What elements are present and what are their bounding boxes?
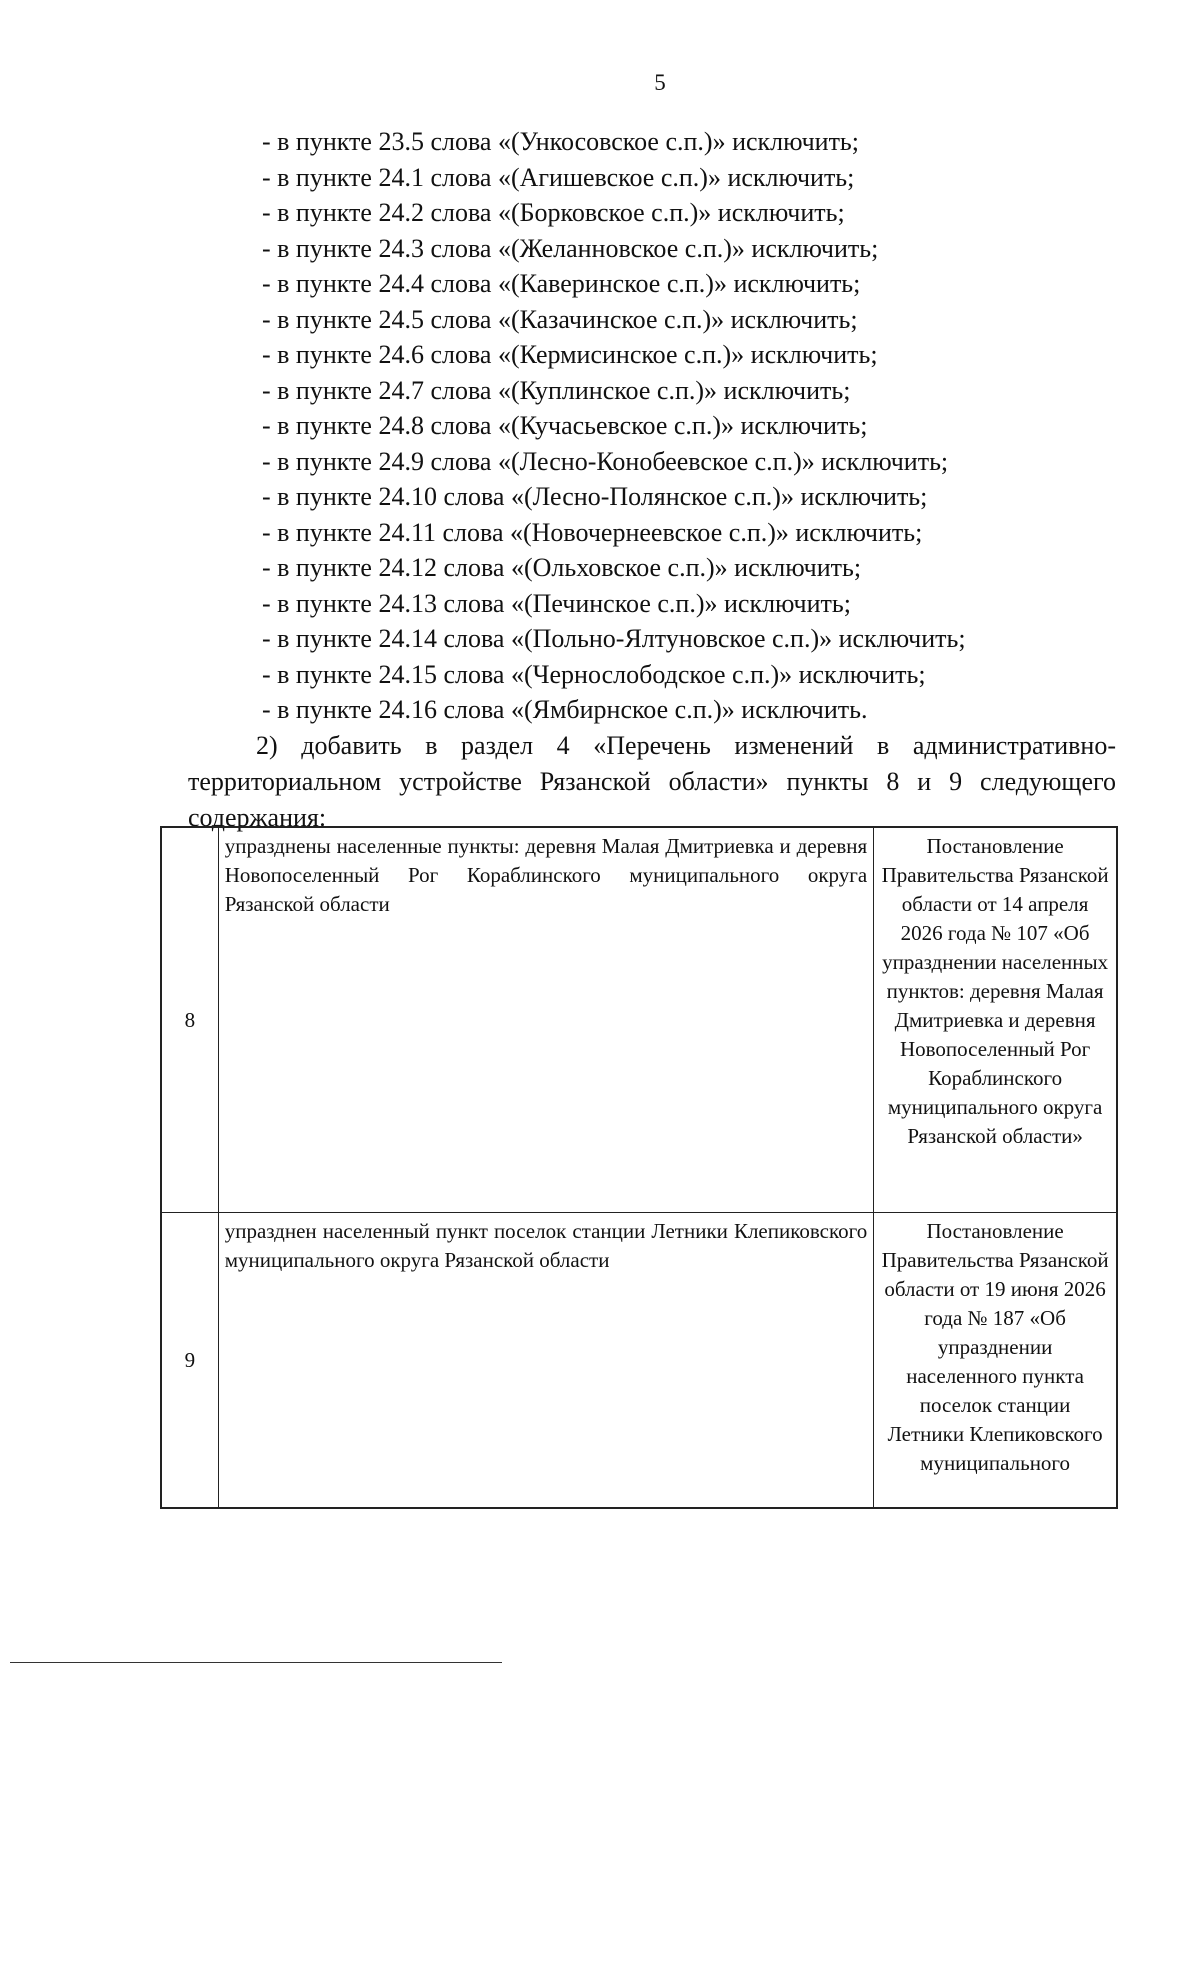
amendment-item: - в пункте 24.2 слова «(Борковское с.п.)» исключить; [262, 198, 845, 227]
amendment-item: - в пункте 24.8 слова «(Кучасьевское с.п.)» исключить; [262, 411, 868, 440]
amendment-item: - в пункте 24.5 слова «(Казачинское с.п.)» исключить; [262, 304, 858, 334]
table-row [161, 1213, 1117, 1509]
amendment-item: - в пункте 24.1 слова «(Агишевское с.п.)» исключить; [262, 162, 855, 192]
amendment-item: - в пункте 24.13 слова «(Печинское с.п.)» исключить; [262, 588, 851, 618]
amendment-item: - в пункте 24.12 слова «(Ольховское с.п.)» исключить; [262, 553, 862, 582]
row-reference: Постановление Правительства Рязанской области от 14 апреля 2026 года № 107 «Об упразднении населенных пунктов: деревня Малая Дмитриевка и деревня Новопоселенный Рог Кораблинского муниципального округа Рязанской области» [874, 827, 1117, 1213]
row-reference: Постановление Правительства Рязанской области от 19 июня 2026 года № 187 «Об упразднении населенного пункта поселок станции Летники Клепиковского муниципального [874, 1213, 1117, 1509]
row-number: 9 [161, 1213, 218, 1509]
amendment-item: - в пункте 24.15 слова «(Чернослободское с.п.)» исключить; [262, 659, 926, 689]
paragraph-2: 2) добавить в раздел 4 «Перечень изменений в административно-территориальном устройстве Рязанской области» пункты 8 и 9 следующего содержания: [188, 731, 1116, 832]
footnote-separator [10, 1662, 502, 1663]
amendment-list [262, 124, 1082, 728]
amendment-item: - в пункте 24.14 слова «(Польно-Ялтуновское с.п.)» исключить; [262, 624, 966, 653]
changes-table [160, 826, 1118, 1509]
amendment-item: - в пункте 24.7 слова «(Куплинское с.п.)» исключить; [262, 375, 851, 405]
row-description: упразднен населенный пункт поселок станции Летники Клепиковского муниципального округа Рязанской области [218, 1213, 874, 1509]
amendment-item: - в пункте 24.10 слова «(Лесно-Полянское с.п.)» исключить; [262, 482, 928, 511]
row-number: 8 [161, 827, 218, 1213]
amendment-item: - в пункте 24.9 слова «(Лесно-Конобеевское с.п.)» исключить; [262, 446, 949, 476]
row-description: упразднены населенные пункты: деревня Малая Дмитриевка и деревня Новопоселенный Рог Кораблинского муниципального округа Рязанской области [218, 827, 874, 1213]
amendment-item: - в пункте 24.4 слова «(Каверинское с.п.)» исключить; [262, 269, 861, 298]
table-row [161, 827, 1117, 1213]
amendment-item: - в пункте 23.5 слова «(Ункосовское с.п.)» исключить; [262, 127, 860, 156]
amendment-item: - в пункте 24.6 слова «(Кермисинское с.п.)» исключить; [262, 340, 878, 369]
amendment-item: - в пункте 24.16 слова «(Ямбирнское с.п.)» исключить. [262, 695, 868, 724]
page-number: 5 [654, 70, 666, 95]
amendment-item: - в пункте 24.11 слова «(Новочернеевское с.п.)» исключить; [262, 517, 923, 547]
amendment-item: - в пункте 24.3 слова «(Желанновское с.п.)» исключить; [262, 233, 879, 263]
